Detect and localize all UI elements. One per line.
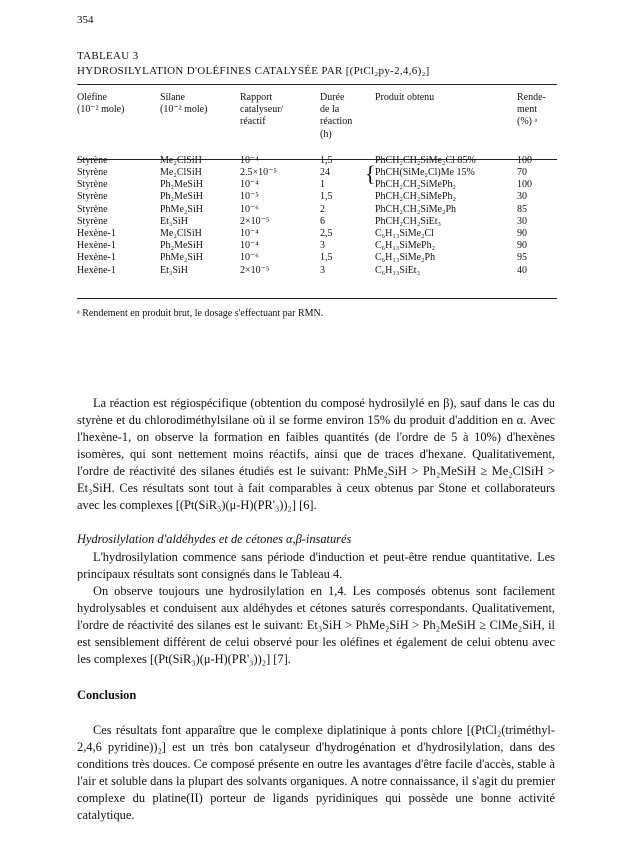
col-header-rendement: [517, 92, 557, 147]
cell-olefine: Hexène-1: [77, 264, 116, 276]
cell-olefine: Styrène: [77, 191, 108, 203]
cell-rapport: 10⁻⁴: [240, 228, 259, 240]
cell-olefine: Styrène: [77, 179, 108, 191]
header-line: Silane: [160, 92, 185, 103]
page-number: 354: [77, 14, 94, 26]
cell-rendement: 30: [517, 191, 527, 203]
cell-olefine: Styrène: [77, 154, 108, 166]
cell-silane: Ph₂MeSiH: [160, 179, 203, 191]
cell-duree: 1,5: [320, 191, 333, 203]
header-line: catalyseur/: [240, 104, 284, 116]
paragraph-conclusion: Ces résultats font apparaître que le complexe diplatinique à ponts chlore [(PtCl₂(triméthyl-2,4,6 pyridine))₂] est un très bon catalyseur d'hydrogénation et d'hydrosilylation, dans des conditions très douces. Ce composé présente en outre les avantages d'être facile d'accès, stable à l'air et soluble dans la plupart des solvants organiques. A notre connaissance, il s'agit du premier complexe du platine(II) porteur de ligands pyridiniques qui possède une bonne activité catalytique.: [77, 723, 555, 822]
table-caption: TABLEAU 3: [77, 50, 139, 62]
section-heading-conclusion: Conclusion: [77, 688, 137, 702]
header-line: Produit obtenu: [375, 92, 435, 103]
header-line: Oléfine: [77, 92, 107, 103]
cell-silane: Et₃SiH: [160, 215, 188, 227]
table-row: [77, 167, 557, 179]
cell-silane: Ph₂MeSiH: [160, 240, 203, 252]
paragraph-regiospecificity: La réaction est régiospécifique (obtention du composé hydrosilylé en β), sauf dans le cas du styrène et du chlorodiméthylsilane où il se forme environ 15% du produit d'addition en α. Avec l'hexène-1, on observe la formation en faibles quantités (de l'ordre de 5 à 10%) d'hexènes isomères, qui sont nettement moins réactifs, ainsi que de traces d'hexane. Qualitativement, l'ordre de réactivité des silanes étudiés est le suivant: PhMe₂SiH > Ph₂MeSiH ≥ Me₂ClSiH > Et₃SiH. Ces résultats sont tout à fait comparables à ceux obtenus par Stone et collaborateurs avec les complexes [(Pt(SiR₃)(μ-H)(PR'₃))₂] [6].: [77, 396, 555, 512]
table-row: [77, 179, 557, 191]
table-row: [77, 252, 557, 264]
cell-produit: PhCH₂CH₂SiMePh₂: [375, 191, 457, 203]
table-row: [77, 147, 557, 167]
header-line: de la: [320, 104, 340, 116]
cell-produit: PhCH₂CH₂SiEt₃: [375, 215, 442, 227]
cell-silane: PhMe₂SiH: [160, 203, 203, 215]
cell-rendement: 90: [517, 240, 527, 252]
cell-duree: 24: [320, 167, 330, 179]
cell-rendement: 70: [517, 167, 527, 179]
cell-rendement: 90: [517, 228, 527, 240]
section-heading-aldehydes: Hydrosilylation d'aldéhydes et de cétones α,β-insaturés: [77, 532, 352, 546]
cell-duree: 3: [320, 264, 325, 276]
col-header-silane: [160, 92, 240, 147]
cell-rendement: 85: [517, 203, 527, 215]
product-brace: {: [365, 161, 376, 186]
cell-rapport: 10⁻⁴: [240, 154, 259, 166]
cell-rapport: 10⁻⁴: [240, 240, 259, 252]
cell-silane: Ph₂MeSiH: [160, 191, 203, 203]
cell-produit: C₆H₁₃SiEt₃: [375, 264, 421, 276]
table-row: [77, 191, 557, 203]
table-row: [77, 204, 557, 216]
paragraph-induction: L'hydrosilylation commence sans période d'induction et peut-être rendue quantitative. Les principaux résultats sont consignés dans le Tableau 4.: [77, 550, 555, 581]
table-footnote: ᵃ Rendement en produit brut, le dosage s'effectuant par RMN.: [77, 308, 324, 319]
cell-duree: 3: [320, 240, 325, 252]
cell-silane: PhMe₂SiH: [160, 252, 203, 264]
col-header-rapport: [240, 92, 320, 147]
cell-silane: Et₃SiH: [160, 264, 188, 276]
cell-olefine: Hexène-1: [77, 252, 116, 264]
table-row: [77, 216, 557, 228]
cell-silane: Me₂ClSiH: [160, 228, 202, 240]
header-line: ment: [517, 104, 537, 116]
col-header-duree: [320, 92, 375, 147]
col-header-olefine: [77, 92, 160, 147]
cell-duree: 1,5: [320, 154, 333, 166]
cell-produit: PhCH₂CH₂SiMePh₂: [375, 179, 457, 191]
table-header: [77, 92, 557, 147]
cell-rapport: 2×10⁻⁵: [240, 264, 270, 276]
paragraph-reactivity: On observe toujours une hydrosilylation en 1,4. Les composés obtenus sont facilement hydrolysables et conduisent aux aldéhydes et cétones saturés correspondants. Qualitativement, l'ordre de réactivité des silanes est le suivant: Et₃SiH > PhMe₂SiH > Ph₂MeSiH ≥ ClMe₂SiH, il est sensiblement différent de celui observé pour les oléfines et également de celui obtenu avec les complexes [(Pt(SiR₃)(μ-H)(PR'₃))₂] [7].: [77, 584, 555, 666]
cell-rapport: 10⁻⁵: [240, 191, 259, 203]
cell-produit: C₆H₁₃SiMe₂Ph: [375, 252, 436, 264]
cell-rapport: 2×10⁻⁵: [240, 215, 270, 227]
header-line: (10⁻² mole): [77, 104, 125, 116]
cell-produit: C₆H₁₃SiMePh₂: [375, 240, 436, 252]
cell-rapport: 10⁻⁶: [240, 203, 259, 215]
cell-duree: 1,5: [320, 252, 333, 264]
cell-duree: 2: [320, 203, 325, 215]
table-bottom-rule: [77, 298, 557, 299]
table-top-rule: [77, 84, 557, 85]
header-line: (10⁻² mole): [160, 104, 208, 116]
cell-produit: PhCH₂CH₂SiMe₂Cl 85%: [375, 154, 476, 166]
cell-produit: PhCH₂CH₂SiMe₂Ph: [375, 203, 457, 215]
header-line: Durée: [320, 92, 345, 103]
header-line: (%) ᵃ: [517, 116, 538, 128]
cell-produit: PhCH(SiMe₂Cl)Me 15%: [375, 167, 475, 179]
header-line: réactif: [240, 116, 266, 128]
cell-rapport: 10⁻⁴: [240, 179, 259, 191]
cell-olefine: Styrène: [77, 203, 108, 215]
cell-duree: 2,5: [320, 228, 333, 240]
header-line: réaction: [320, 116, 353, 128]
cell-rapport: 10⁻⁶: [240, 252, 259, 264]
cell-rendement: 40: [517, 264, 527, 276]
table-body: [77, 147, 557, 277]
cell-duree: 1: [320, 179, 325, 191]
data-table: [77, 92, 557, 277]
cell-olefine: Styrène: [77, 167, 108, 179]
cell-rendement: 100: [517, 154, 532, 166]
header-line: (h): [320, 128, 332, 140]
cell-rendement: 30: [517, 215, 527, 227]
cell-olefine: Hexène-1: [77, 228, 116, 240]
cell-silane: Me₂ClSiH: [160, 167, 202, 179]
cell-produit: C₆H₁₃SiMe₂Cl: [375, 228, 434, 240]
cell-duree: 6: [320, 215, 325, 227]
col-header-produit: [375, 92, 517, 147]
cell-olefine: Hexène-1: [77, 240, 116, 252]
cell-silane: Me₂ClSiH: [160, 154, 202, 166]
cell-rapport: 2.5×10⁻⁵: [240, 167, 277, 179]
table-row: [77, 228, 557, 240]
header-line: Rapport: [240, 92, 273, 103]
table-row: [77, 265, 557, 277]
table-title: HYDROSILYLATION D'OLÉFINES CATALYSÉE PAR [(PtCl₂py-2,4,6)₂]: [77, 65, 430, 77]
cell-olefine: Styrène: [77, 215, 108, 227]
cell-rendement: 95: [517, 252, 527, 264]
cell-rendement: 100: [517, 179, 532, 191]
table-row: [77, 240, 557, 252]
header-line: Rende-: [517, 92, 546, 103]
